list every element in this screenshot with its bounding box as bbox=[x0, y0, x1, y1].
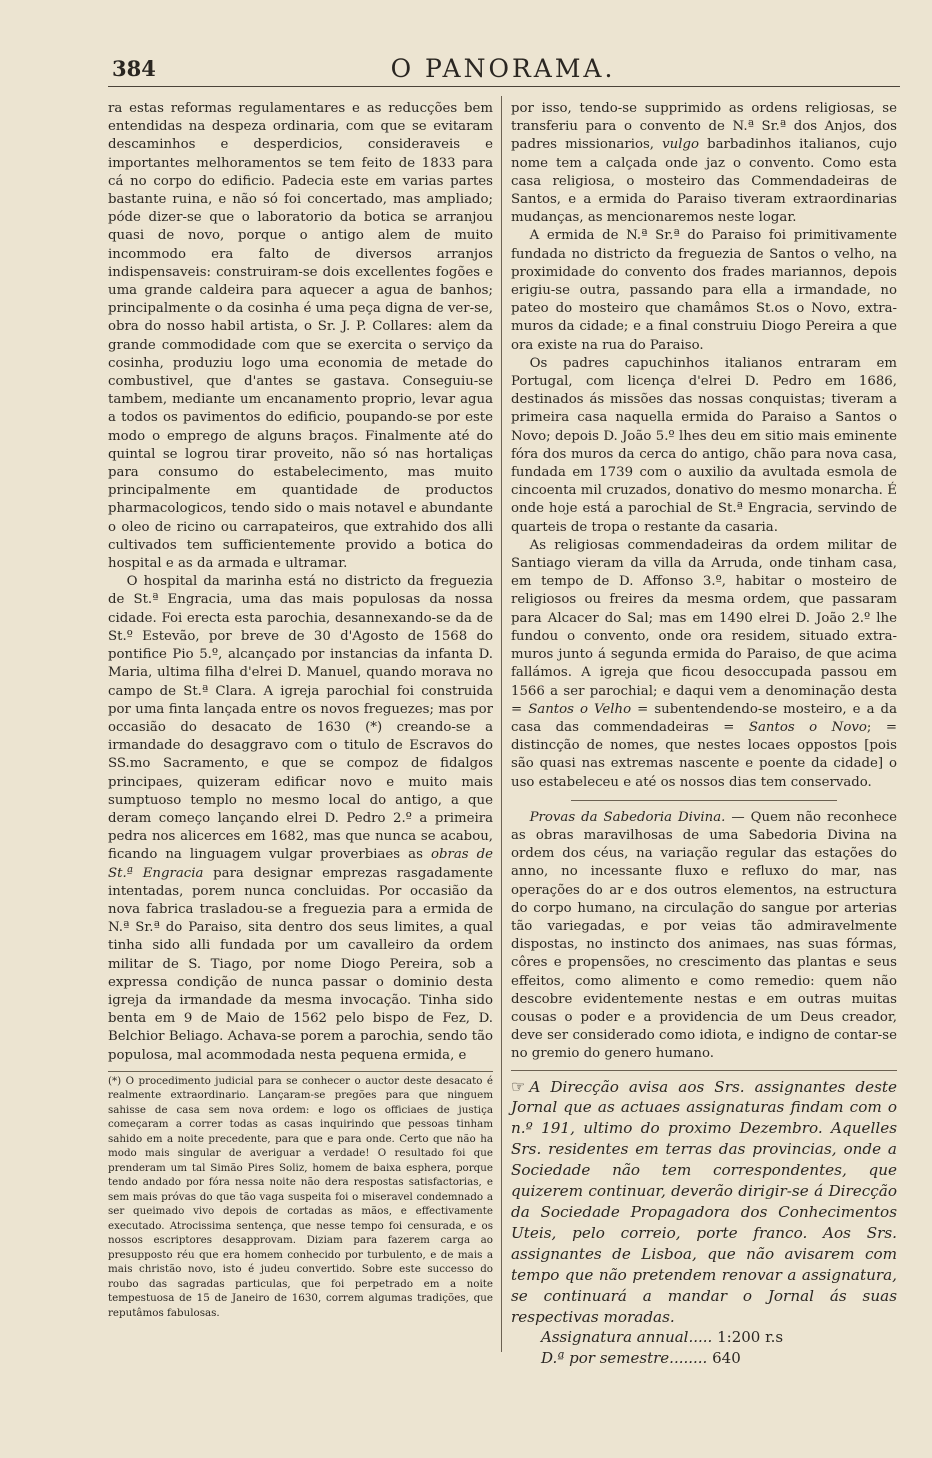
paragraph: O hospital da marinha está no districto da freguezia de St.ª Engracia, uma das mais populosas da nossa cidade. Foi erecta esta parochia, desannexando-se da de St.º Estevão, por breve de 30 d'Agosto de 1568 do pontifice Pio 5.º, alcançado por instancias da infanta D. Maria, ultima filha d'elrei D. Manuel, quando morava no campo de St.ª Clara. A igreja parochial foi construida por uma finta lançada entre os novos freguezes; mas por occasião do desacato de 1630 (*) creando-se a irmandade do desaggravo com o titulo de Escravos do SS.mo Sacramento, e que se compoz de fidalgos principaes, quizeram edificar novo e muito mais sumptuoso templo no mesmo local do antigo, a que deram começo lançando elrei D. Pedro 2.º a primeira pedra nos alicerces em 1682, mas que nunca se acabou, ficando na linguagem vulgar proverbiaes as obras de St.ª Engracia para designar emprezas rasgadamente intentadas, porem nunca concluidas. Por occasião da nova fabrica trasladou-se a freguezia para a ermida de N.ª Sr.ª do Paraiso, sita dentro dos seus limites, a qual tinha sido alli fundada por um cavalleiro da ordem militar de S. Tiago, por nome Diogo Pereira, sob a expressa condição de nunca passar o dominio desta igreja da irmandade da mesma invocação. Tinha sido benta em 9 de Maio de 1562 pelo bispo de Fez, D. Belchior Beliago. Achava-se porem a parochia, sendo tão populosa, mal acommodada nesta pequena ermida, e bbox=[108, 574, 494, 1063]
page-header bbox=[108, 54, 898, 84]
header-rule bbox=[108, 86, 900, 87]
paragraph: As religiosas commendadeiras da ordem militar de Santiago vieram da villa da Arruda, onde tinham casa, em tempo de D. Affonso 3.º, habitar o mosteiro de religiosos ou freires da mesma ordem, que passaram para Alcacer do Sal; mas em 1490 elrei D. João 2.º lhe fundou o convento, onde ora residem, situado extra-muros junto á segunda ermida do Paraiso, de que acima fallámos. A igreja que ficou desoccupada passou em 1566 a ser parochial; e daqui vem a denominação desta = Santos o Velho = subentendendo-se mosteiro, e a da casa das commendadeiras = Santos o Novo; = distincção de nomes, que nestes locaes oppostos [pois são quasi nas extremas nascente e poente da cidade] o uso estabeleceu e até os nossos dias tem conservado. bbox=[511, 537, 897, 790]
section-divider bbox=[511, 1070, 897, 1071]
paragraph: A ermida de N.ª Sr.ª do Paraiso foi primitivamente fundada no districto da freguezia de Santos o velho, na proximidade do convento dos frades mariannos, depois erigiu-se outra, passando para ella a irmandade, no pateo do mosteiro que chamâmos St.os o Novo, extra-muros da cidade; e a final construiu Diogo Pereira a que ora existe na rua do Paraiso. bbox=[511, 228, 897, 353]
paragraph: Os padres capuchinhos italianos entraram em Portugal, com licença d'elrei D. Pedro em 1686, destinados ás missões das nossas conquistas; tiveram a primeira casa naquella ermida do Paraiso a Santos o Novo; depois D. João 5.º lhes deu em sitio mais eminente fóra dos muros da cerca do antigo, chão para nova casa, fundada em 1739 com o auxilio da avultada esmola de cincoenta mil cruzados, donativo do mesmo monarcha. É onde hoje está a parochial de St.ª Engracia, servindo de quarteis de tropa o restante da casaria. bbox=[511, 355, 897, 535]
right-column bbox=[511, 100, 897, 1369]
page-number: 384 bbox=[112, 56, 156, 81]
price-row-annual: Assignatura annual..... 1:200 r.s bbox=[541, 1328, 784, 1347]
article-title: Provas da Sabedoria Divina. bbox=[529, 809, 726, 825]
page-title: O PANORAMA. bbox=[390, 54, 616, 83]
footnote: (*) O procedimento judicial para se conhecer o auctor deste desacato é realmente extraordinario. Lançaram-se pregões para que ninguem sahisse de casa sem nova ordem: e logo os officiaes de justiça começaram a correr todas as casas inquirindo que pessoas tinham sahido em a noite precedente, para que e para onde. Certo que não ha modo mais singular de averiguar a verdade! O resultado foi que prenderam um tal Simão Pires Soliz, homem de baixa esphera, porque tendo andado por fóra nessa noite não dera respostas satisfactorias, e sem mais próvas do que tão vaga suspeita foi o miseravel condemnado a ser queimado vivo depois de cortadas as mãos, e effectivamente executado. Atrocissima sentença, que nesse tempo foi censurada, e os nossos escriptores desapprovam. Diziam para fazerem carga ao presupposto réu que era homem conhecido por turbulento, e de mais a mais christão novo, isto é judeu convertido. Sobre este successo do roubo das sagradas particulas, que foi perpetrado em a noite tempestuosa de 15 de Janeiro de 1630, correm algumas tradições, que reputâmos fabulosas. bbox=[108, 1071, 493, 1321]
column-separator bbox=[501, 96, 502, 1352]
price-row-semester: D.ª por semestre........ 640 bbox=[541, 1349, 741, 1368]
provas-article: Provas da Sabedoria Divina. — Quem não reconhece as obras maravilhosas de uma Sabedoria Divina na ordem dos céus, na variação regular das estações do anno, no incessante fluxo e refluxo do mar, nas operações do ar e dos outros elementos, na estructura do corpo humano, na circulação do sangue por arterias tão variegadas, e por veias tão admiravelmente dispostas, no instincto dos animaes, nas suas fórmas, côres e propensões, no crescimento das plantas e seus effeitos, como alimento e como remedio: quem não descobre evidentemente nestas e em outras muitas cousas o poder e a providencia de um Deus creador, deve ser considerado como idiota, e indigno de contar-se no gremio do genero humano. bbox=[511, 809, 897, 1062]
left-column bbox=[108, 100, 493, 1320]
section-divider bbox=[571, 800, 837, 801]
paragraph: por isso, tendo-se supprimido as ordens religiosas, se transferiu para o convento de N.ª Sr.ª dos Anjos, dos padres missionarios, vulgo barbadinhos italianos, cujo nome tem a calçada onde jaz o convento. Como esta casa religiosa, o mosteiro das Commendadeiras de Santos, e a ermida do Paraiso tiveram extraordinarias mudanças, as mencionaremos neste logar. bbox=[511, 101, 897, 226]
paragraph: ra estas reformas regulamentares e as reducções bem entendidas na despeza ordinaria, com que se evitaram descaminhos e desperdicios, consideraveis e importantes melhoramentos se tem feito de 1833 para cá no corpo do edificio. Padecia este em varias partes bastante ruina, e não só foi concertado, mas ampliado; póde dizer-se que o laboratorio da botica se arranjou quasi de novo, porque o antigo alem de muito incommodo era falto de diversos arranjos indispensaveis: construiram-se dois excellentes fogões e uma grande caldeira para aquecer a agua de banhos; principalmente o da cosinha é uma peça digna de ver-se, obra do nosso habil artista, o Sr. J. P. Collares: alem da grande commodidade com que se exercita o serviço da cosinha, produziu logo uma economia de metade do combustivel, que d'antes se gastava. Conseguiu-se tambem, mediante um encanamento proprio, levar agua a todos os pavimentos do edificio, poupando-se por este modo o emprego de alguns braços. Finalmente até do quintal se logrou tirar proveito, não só nas hortaliças para consumo do estabelecimento, mas muito principalmente em quantidade de productos pharmacologicos, tendo sido o mais notavel e abundante o oleo de ricino ou carrapateiros, que extrahido dos alli cultivados tem sufficientemente provido a botica do hospital e as da armada e ultramar. bbox=[108, 101, 493, 572]
pointing-hand-icon: ☞ bbox=[511, 1076, 526, 1096]
subscription-notice: ☞ A Direcção avisa aos Srs. assignantes deste Jornal que as actuaes assignaturas findam com o n.º 191, ultimo do proximo Dezembro. Aquelles Srs. residentes em terras das provincias, onde a Sociedade não tem correspondentes, que quizerem continuar, deverão dirigir-se á Direcção da Sociedade Propagadora dos Conhecimentos Uteis, pelo correio, porte franco. Aos Srs. assignantes de Lisboa, que não avisarem com tempo que não pretendem renovar a assignatura, se continuará a mandar o Jornal ás suas respectivas moradas. bbox=[511, 1076, 897, 1326]
